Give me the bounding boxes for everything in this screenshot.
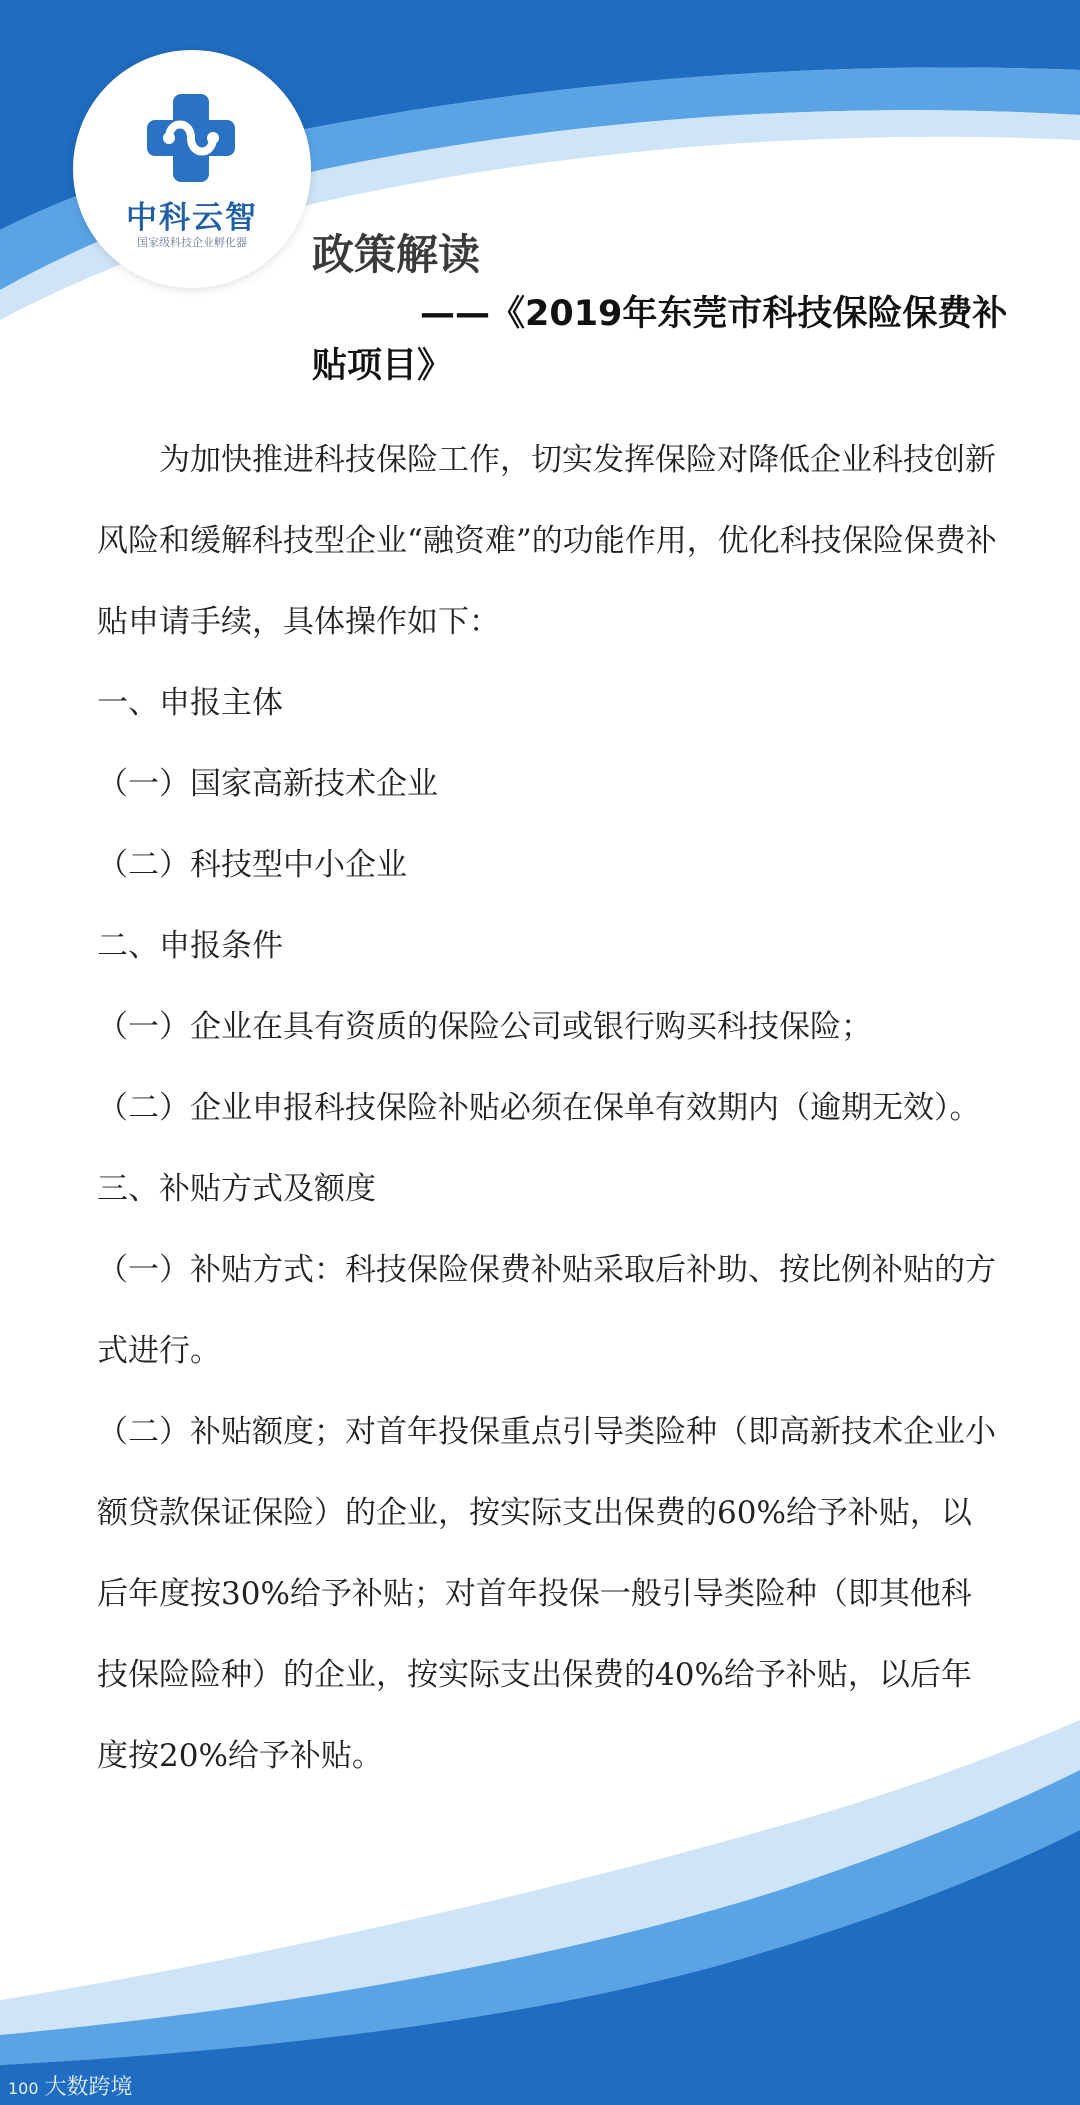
section-3-item: （二）补贴额度；对首年投保重点引导类险种（即高新技术企业小额贷款保证保险）的企业，按实际支出保费的60%给予补贴，以后年度按30%给予补贴；对首年投保一般引导类险种（即其他科技保险险种）的企业，按实际支出保费的40%给予补贴，以后年度按20%给予补贴。 [97, 1414, 996, 1774]
page-title: 政策解读 [312, 230, 481, 279]
logo-cross-icon [143, 90, 239, 186]
page-subtitle [312, 288, 1012, 392]
section-2-item: （一）企业在具有资质的保险公司或银行购买科技保险； [97, 1009, 872, 1045]
logo-badge [73, 50, 311, 288]
logo-tagline: 国家级科技企业孵化器 [137, 236, 247, 249]
intro-paragraph: 为加快推进科技保险工作，切实发挥保险对降低企业科技创新风险和缓解科技型企业“融资难”的功能作用，优化科技保险保费补贴申请手续，具体操作如下： [97, 442, 997, 640]
footer-watermark [8, 2070, 133, 2101]
section-2-heading: 二、申报条件 [97, 928, 283, 964]
policy-content [97, 420, 997, 1797]
subtitle-dash: —— [420, 294, 490, 334]
section-2-item: （二）企业申报科技保险补贴必须在保单有效期内（逾期无效）。 [97, 1090, 981, 1126]
logo-name: 中科云智 [126, 200, 258, 236]
footer-brand: 大数跨境 [44, 2075, 133, 2100]
subtitle-text: 《2019年东莞市科技保险保费补贴项目》 [312, 294, 1008, 386]
section-1-item: （一）国家高新技术企业 [97, 766, 438, 802]
section-3-item: （一）补贴方式：科技保险保费补贴采取后补助、按比例补贴的方式进行。 [97, 1252, 996, 1369]
section-1-heading: 一、申报主体 [97, 685, 283, 721]
section-3-heading: 三、补贴方式及额度 [97, 1171, 376, 1207]
section-1-item: （二）科技型中小企业 [97, 847, 407, 883]
footer-brand-mark: 100 [8, 2079, 39, 2098]
